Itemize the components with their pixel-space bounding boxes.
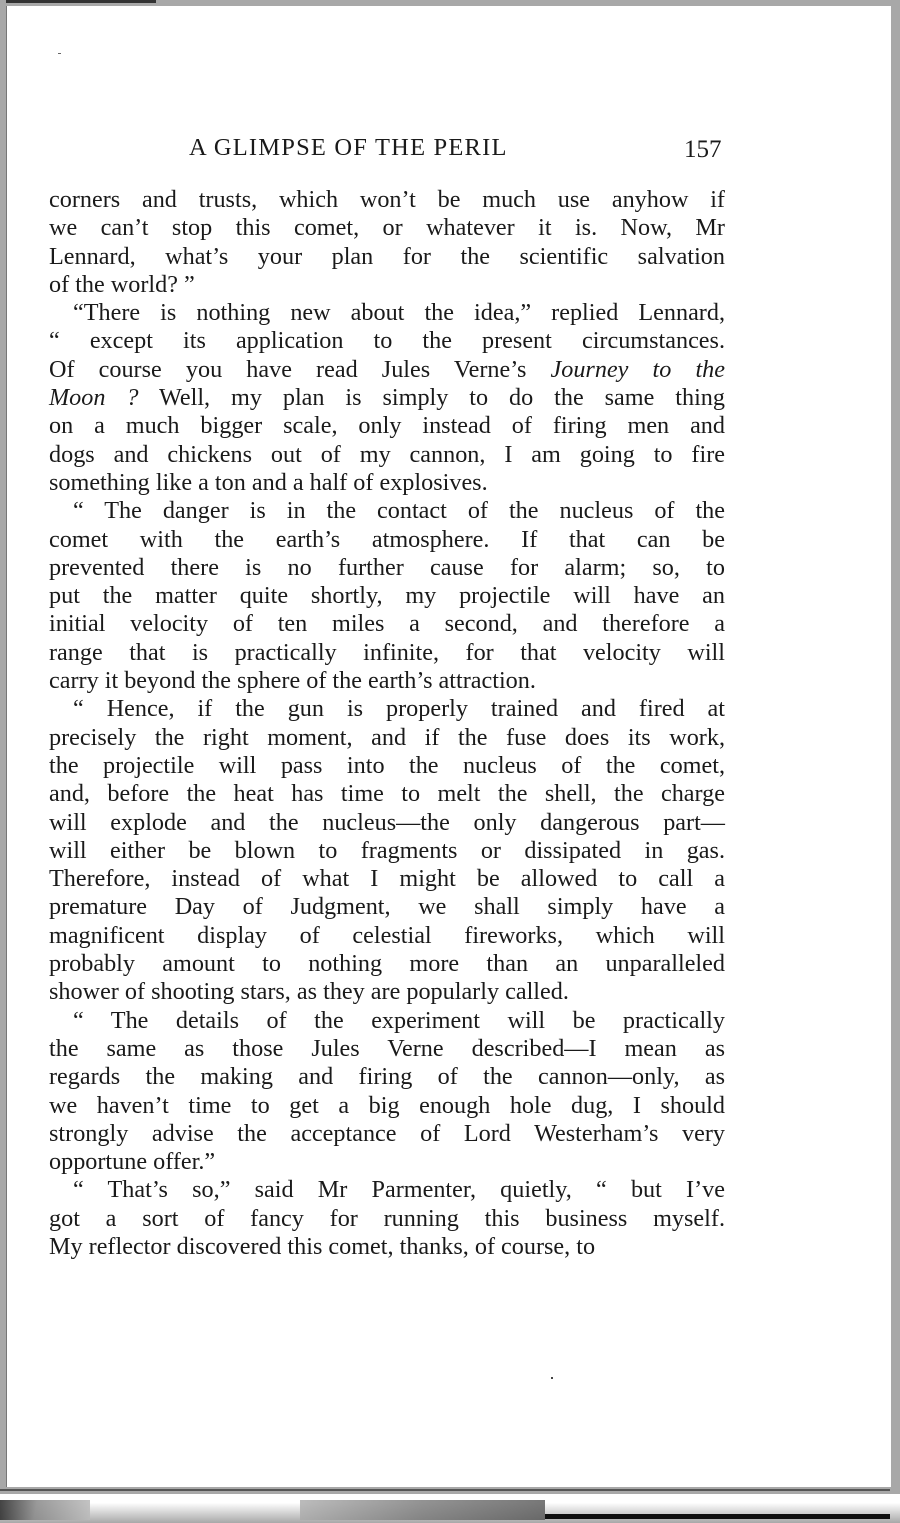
text-line: we haven’t time to get a big enough hole dug, I should [49, 1091, 725, 1119]
text-line: Of course you have read Jules Verne’s Journey to the [49, 355, 725, 383]
text-line: premature Day of Judgment, we shall simply have a [49, 893, 725, 921]
body-text [49, 186, 725, 1261]
scan-speck [551, 1377, 553, 1379]
text-line: will explode and the nucleus—the only dangerous part— [49, 808, 725, 836]
paragraph [49, 186, 725, 299]
text-line: Therefore, instead of what I might be allowed to call a [49, 865, 725, 893]
text-line: magnificent display of celestial fireworks, which will [49, 921, 725, 949]
text-line: something like a ton and a half of explosives. [49, 468, 488, 496]
text-line: the projectile will pass into the nucleus of the comet, [49, 751, 725, 779]
text-line: range that is practically infinite, for that velocity will [49, 638, 725, 666]
paragraph [49, 299, 725, 497]
text-line: “ Hence, if the gun is properly trained and fired at [73, 695, 725, 723]
text-line: prevented there is no further cause for alarm; so, to [49, 553, 725, 581]
text-line: “ The danger is in the contact of the nucleus of the [73, 497, 725, 525]
italic-title: Moon ? [49, 384, 139, 412]
paragraph [49, 497, 725, 695]
page-number: 157 [684, 136, 722, 163]
text-line: probably amount to nothing more than an unparalleled [49, 950, 725, 978]
scan-smudge [300, 1500, 545, 1520]
text-line: shower of shooting stars, as they are popularly called. [49, 978, 569, 1006]
scan-bottom-shadow [0, 1494, 900, 1523]
text-line: precisely the right moment, and if the fuse does its work, [49, 723, 725, 751]
text-line: carry it beyond the sphere of the earth’s attraction. [49, 667, 536, 695]
running-title: A GLIMPSE OF THE PERIL [189, 134, 508, 161]
text-line: “ That’s so,” said Mr Parmenter, quietly, “ but I’ve [73, 1176, 725, 1204]
text-line: put the matter quite shortly, my projectile will have an [49, 582, 725, 610]
scan-smudge [0, 1500, 90, 1520]
text-line: of the world? ” [49, 270, 195, 298]
text-line: corners and trusts, which won’t be much use anyhow if [49, 186, 725, 213]
text-line: comet with the earth’s atmosphere. If that can be [49, 525, 725, 553]
text-line: “ except its application to the present circumstances. [49, 327, 725, 355]
text-line: initial velocity of ten miles a second, and therefore a [49, 610, 725, 638]
text-line: opportune offer.” [49, 1148, 216, 1176]
scan-right-edge [890, 0, 900, 1523]
text-line: on a much bigger scale, only instead of firing men and [49, 412, 725, 440]
text-line: strongly advise the acceptance of Lord Westerham’s very [49, 1119, 725, 1147]
text-line: “ The details of the experiment will be practically [73, 1006, 725, 1034]
text-line: dogs and chickens out of my cannon, I am going to fire [49, 440, 725, 468]
text-line: regards the making and firing of the cannon—only, as [49, 1063, 725, 1091]
text-line: the same as those Jules Verne described—I mean as [49, 1034, 725, 1062]
text-line: Lennard, what’s your plan for the scientific salvation [49, 242, 725, 270]
text-line: “There is nothing new about the idea,” replied Lennard, [73, 299, 725, 327]
paragraph [49, 695, 725, 1006]
paragraph [49, 1007, 725, 1177]
scan-speck [58, 53, 61, 54]
scan-smudge [545, 1514, 890, 1519]
paragraph [49, 1176, 725, 1261]
italic-title: Journey to the [550, 355, 725, 383]
running-head [0, 130, 900, 170]
text-line: Moon ? Well, my plan is simply to do the same thing [49, 384, 725, 412]
page-bottom-edge [0, 1489, 890, 1491]
text-line: will either be blown to fragments or dissipated in gas. [49, 836, 725, 864]
text-line: got a sort of fancy for running this business myself. [49, 1204, 725, 1232]
scan-top-shadow [6, 0, 156, 3]
text-line: My reflector discovered this comet, thanks, of course, to [49, 1232, 596, 1260]
text-line: we can’t stop this comet, or whatever it is. Now, Mr [49, 214, 725, 242]
text-line: and, before the heat has time to melt the shell, the charge [49, 780, 725, 808]
